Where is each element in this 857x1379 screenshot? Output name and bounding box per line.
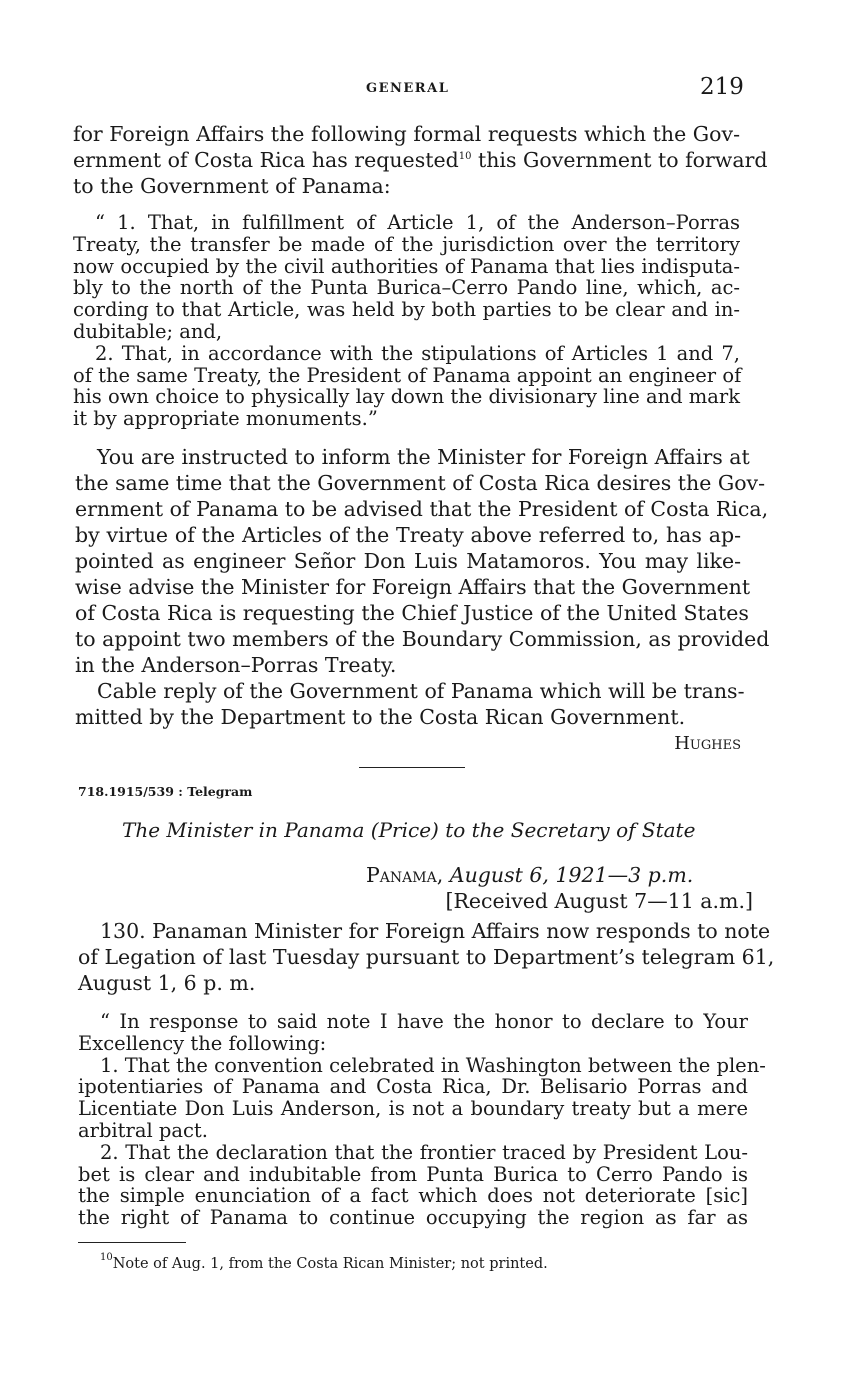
text-line: now occupied by the civil authorities of Panama that lies indisputa- (73, 254, 740, 278)
text-line: 130. Panaman Minister for Foreign Affairs now responds to note (100, 919, 771, 943)
text-line: “ In response to said note I have the honor to declare to Your (100, 1010, 748, 1033)
text-line: arbitral pact. (78, 1118, 208, 1142)
dateline-date: August 6, 1921—3 p.m. (449, 863, 694, 887)
text-line: by virtue of the Articles of the Treaty above referred to, has ap- (75, 523, 741, 547)
text-line: August 1, 6 p. m. (78, 971, 256, 995)
text-line: Licentiate Don Luis Anderson, is not a boundary treaty but a mere (78, 1097, 748, 1121)
page-number: 219 (700, 74, 744, 100)
text-line: pointed as engineer Señor Don Luis Matamoros. You may like- (75, 549, 741, 573)
document-file-id: 718.1915/539 : Telegram (78, 784, 253, 799)
footnote-marker: 10 (100, 1252, 113, 1263)
telegram-paragraph (78, 918, 775, 996)
section-divider (359, 767, 465, 768)
text-line: ernment of Panama to be advised that the President of Costa Rica, (75, 497, 769, 521)
footnote (100, 1252, 548, 1272)
signature: Hughes (674, 733, 741, 754)
text-line: 1. That the convention celebrated in Washington between the plen- (100, 1053, 766, 1077)
request-quote (73, 212, 740, 430)
text-line: the same time that the Government of Costa Rica desires the Gov- (75, 471, 766, 495)
text-line: the right of Panama to continue occupying the region as far as (78, 1206, 748, 1230)
text-line: ipotentiaries of Panama and Costa Rica, Dr. Belisario Porras and (78, 1075, 748, 1099)
dateline (366, 862, 746, 888)
text-line: in the Anderson–Porras Treaty. (75, 653, 397, 677)
text-line: to appoint two members of the Boundary Commission, as provided (75, 627, 770, 651)
footnote-ref: 10 (458, 151, 472, 162)
text-line: of the same Treaty, the President of Panama appoint an engineer of (73, 363, 742, 387)
footnote-divider (78, 1242, 186, 1243)
text-line: You are instructed to inform the Minister for Foreign Affairs at (97, 445, 750, 469)
text-line: mitted by the Department to the Costa Rican Government. (75, 705, 686, 729)
text-line: dubitable; and, (73, 319, 223, 343)
text-line: wise advise the Minister for Foreign Affairs that the Government (75, 575, 751, 599)
text-line: Cable reply of the Government of Panama which will be trans- (97, 679, 745, 703)
text-line: Excellency the following: (78, 1031, 327, 1055)
text-line: Treaty, the transfer be made of the jurisdiction over the territory (73, 232, 740, 256)
text-line: bet is clear and indubitable from Punta Burica to Cerro Pando is (78, 1162, 748, 1186)
text-line: 2. That, in accordance with the stipulations of Articles 1 and 7, (95, 341, 740, 365)
text-line: his own choice to physically lay down the divisionary line and mark (73, 385, 741, 409)
intro-paragraph (73, 121, 768, 199)
text-line: of Costa Rica is requesting the Chief Justice of the United States (75, 601, 749, 625)
footnote-text: Note of Aug. 1, from the Costa Rican Minister; not printed. (112, 1256, 548, 1272)
instruction-paragraph (75, 444, 770, 678)
received-note: [Received August 7—11 a.m.] (445, 889, 753, 913)
text-line: bly to the north of the Punta Burica–Cerro Pando line, which, ac- (73, 276, 740, 300)
text-line: for Foreign Affairs the following formal requests which the Gov- (73, 122, 740, 146)
cable-paragraph (75, 678, 745, 730)
document-title: The Minister in Panama (Price) to the Secretary of State (122, 818, 696, 842)
response-quote (78, 1010, 766, 1230)
text-line: “ 1. That, in fulfillment of Article 1, of the Anderson–Porras (95, 211, 740, 234)
text-line: the simple enunciation of a fact which does not deteriorate [sic] (78, 1184, 748, 1208)
text-line: ernment of Costa Rica has requested$^{10}$ this Government to forward (73, 148, 768, 172)
text-line: 2. That the declaration that the frontier traced by President Lou- (100, 1140, 748, 1164)
text-line: cording to that Article, was held by both parties to be clear and in- (73, 298, 740, 322)
dateline-place: Panama, (366, 863, 444, 887)
text-line: to the Government of Panama: (73, 174, 391, 198)
running-header: GENERAL (366, 81, 450, 96)
text-line: it by appropriate monuments.” (73, 407, 378, 431)
text-line: of Legation of last Tuesday pursuant to Department’s telegram 61, (78, 945, 775, 969)
